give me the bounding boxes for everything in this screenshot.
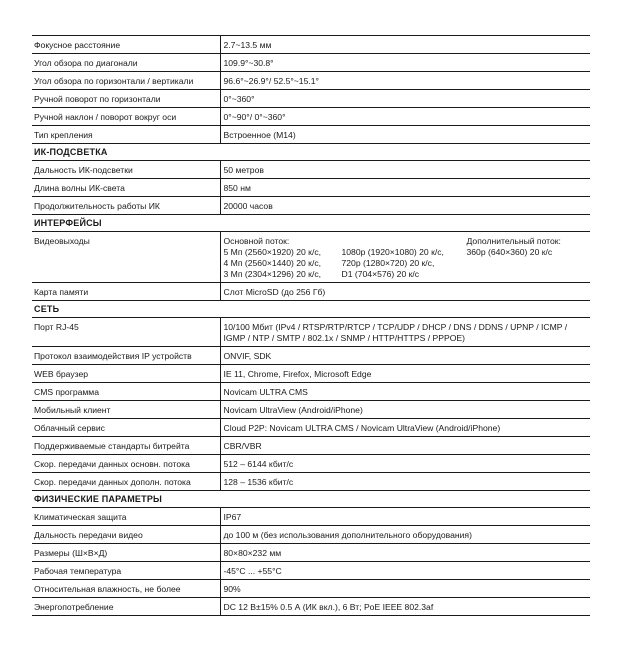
section-title: ФИЗИЧЕСКИЕ ПАРАМЕТРЫ [32,491,590,508]
section-header-network [32,301,590,318]
spec-row [32,383,590,401]
main-stream-item: D1 (704×576) 20 к/с [341,269,420,279]
section-title: СЕТЬ [32,301,590,318]
spec-value: 128 – 1536 кбит/с [220,473,590,491]
spec-row [32,580,590,598]
spec-row [32,562,590,580]
spec-value: 80×80×232 мм [220,544,590,562]
spec-row [32,90,590,108]
main-stream-item: 3 Мп (2304×1296) 20 к/с, [223,269,322,279]
sub-stream-title: Дополнительный поток: [466,236,561,246]
spec-label: Ручной наклон / поворот вокруг оси [32,108,220,126]
spec-label: WEB браузер [32,365,220,383]
spec-label: Видеовыходы [32,232,220,283]
spec-row [32,108,590,126]
spec-value: до 100 м (без использования дополнительного оборудования) [220,526,590,544]
spec-label: Относительная влажность, не более [32,580,220,598]
main-stream-item: 1080p (1920×1080) 20 к/с, [341,247,444,257]
section-header-interfaces [32,215,590,232]
spec-row [32,455,590,473]
spec-value: 90% [220,580,590,598]
spec-value-line: 10/100 Мбит (IPv4 / RTSP/RTP/RTCP / TCP/UDP / DHCP / DNS / DDNS / UPNP / ICMP / [223,322,568,332]
spec-value: IP67 [220,508,590,526]
main-stream-title: Основной поток: [223,236,290,246]
spec-label: Мобильный клиент [32,401,220,419]
spec-value: 512 – 6144 кбит/с [220,455,590,473]
spec-value-video [220,232,590,283]
spec-label: Порт RJ-45 [32,318,220,347]
section-title: ИНТЕРФЕЙСЫ [32,215,590,232]
spec-row-video-outputs [32,232,590,283]
spec-value: Cloud P2P: Novicam ULTRA CMS / Novicam UltraView (Android/iPhone) [220,419,590,437]
spec-row [32,283,590,301]
spec-value: ONVIF, SDK [220,347,590,365]
spec-label: Энергопотребление [32,598,220,616]
spec-value: 2.7~13.5 мм [220,36,590,54]
spec-label: Скор. передачи данных основн. потока [32,455,220,473]
spec-row [32,161,590,179]
spec-row [32,401,590,419]
spec-label: Длина волны ИК-света [32,179,220,197]
spec-label: Скор. передачи данных дополн. потока [32,473,220,491]
spec-label: Облачный сервис [32,419,220,437]
spec-value: 850 нм [220,179,590,197]
spec-value: CBR/VBR [220,437,590,455]
spec-row [32,473,590,491]
spec-row [32,54,590,72]
spec-label: Климатическая защита [32,508,220,526]
spec-value-line: IGMP / NTP / SMTP / 802.1x / SNMP / HTTP/HTTPS / PPPOE) [223,333,465,343]
main-stream-item: 720p (1280×720) 20 к/с, [341,258,435,268]
section-header-ir [32,144,590,161]
spec-row [32,72,590,90]
spec-value: -45°C ... +55°C [220,562,590,580]
spec-row-rj45 [32,318,590,347]
spec-value: Novicam UltraView (Android/iPhone) [220,401,590,419]
spec-row [32,197,590,215]
spec-label: Протокол взаимодействия IP устройств [32,347,220,365]
main-stream-item: 5 Мп (2560×1920) 20 к/с, [223,247,322,257]
spec-label: Ручной поворот по горизонтали [32,90,220,108]
spec-value: Novicam ULTRA CMS [220,383,590,401]
spec-value: Встроенное (M14) [220,126,590,144]
main-stream-item: 4 Мп (2560×1440) 20 к/с, [223,258,322,268]
spec-row [32,126,590,144]
spec-label: CMS программа [32,383,220,401]
section-title: ИК-ПОДСВЕТКА [32,144,590,161]
spec-row [32,365,590,383]
spec-value: 96.6°~26.9°/ 52.5°~15.1° [220,72,590,90]
spec-label: Угол обзора по диагонали [32,54,220,72]
spec-table-body [32,36,590,616]
spec-table-container [32,35,590,616]
spec-value: 0°~90°/ 0°~360° [220,108,590,126]
spec-row [32,544,590,562]
spec-label: Рабочая температура [32,562,220,580]
spec-value-rj45 [220,318,590,347]
spec-value: 0°~360° [220,90,590,108]
spec-value: DC 12 В±15% 0.5 А (ИК вкл.), 6 Вт; PoE IEEE 802.3af [220,598,590,616]
spec-value: Слот MicroSD (до 256 Гб) [220,283,590,301]
spec-label: Поддерживаемые стандарты битрейта [32,437,220,455]
spec-row [32,36,590,54]
spec-table [32,35,590,616]
spec-row [32,419,590,437]
spec-label: Тип крепления [32,126,220,144]
spec-label: Фокусное расстояние [32,36,220,54]
spec-value: 50 метров [220,161,590,179]
spec-row [32,598,590,616]
spec-value: 109.9°~30.8° [220,54,590,72]
sub-stream-item: 360p (640×360) 20 к/с [466,247,553,257]
spec-label: Угол обзора по горизонтали / вертикали [32,72,220,90]
spec-row [32,437,590,455]
section-header-physical [32,491,590,508]
spec-row [32,526,590,544]
spec-row [32,508,590,526]
spec-row [32,347,590,365]
video-streams-grid [224,236,591,280]
spec-label: Продолжительность работы ИК [32,197,220,215]
spec-label: Карта памяти [32,283,220,301]
spec-label: Дальность ИК-подсветки [32,161,220,179]
spec-row [32,179,590,197]
spec-label: Размеры (Ш×В×Д) [32,544,220,562]
spec-value: 20000 часов [220,197,590,215]
spec-value: IE 11, Chrome, Firefox, Microsoft Edge [220,365,590,383]
spec-label: Дальность передачи видео [32,526,220,544]
